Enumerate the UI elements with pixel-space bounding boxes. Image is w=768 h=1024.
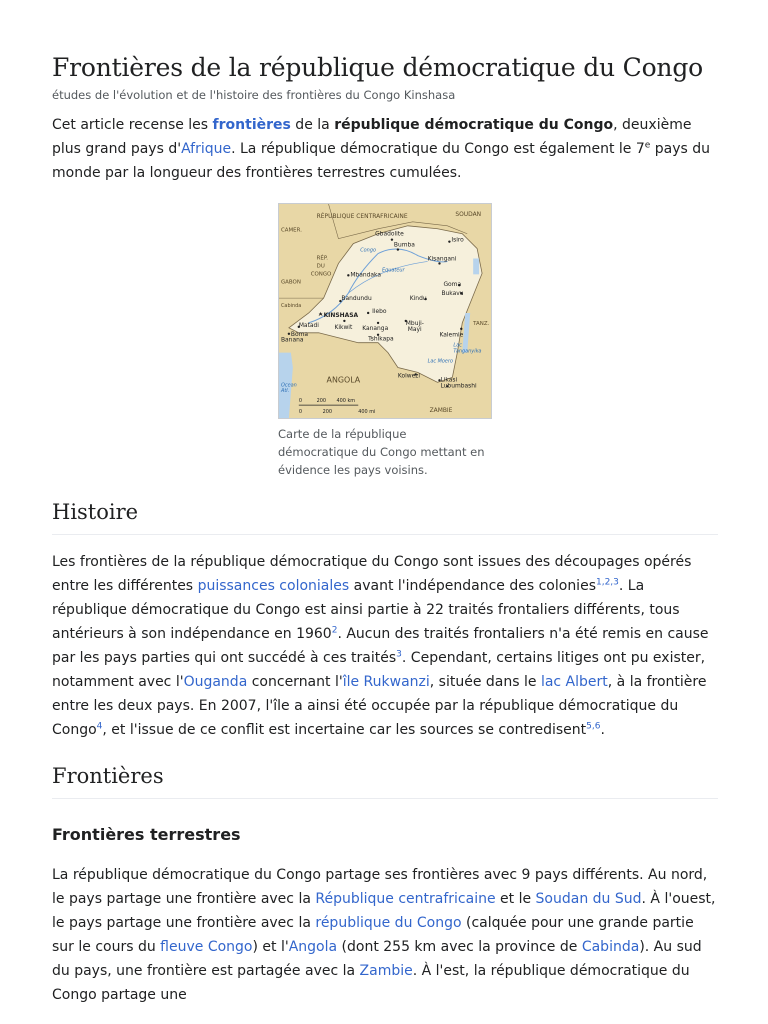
link-republique-centrafricaine[interactable]: République centrafricaine <box>315 891 496 907</box>
reference-sup[interactable]: 4 <box>96 721 103 732</box>
link-cabinda[interactable]: Cabinda <box>581 939 640 955</box>
text: , deuxième plus grand pays d' <box>52 117 692 157</box>
histoire-paragraph <box>52 550 718 742</box>
svg-text:Kikwit: Kikwit <box>334 323 353 331</box>
svg-text:ZAMBIE: ZAMBIE <box>429 407 453 415</box>
map-caption: Carte de la république démocratique du Congo mettant en évidence les pays voisins. <box>278 427 485 477</box>
text: . À l'ouest, le pays partage une frontière avec la <box>52 891 716 931</box>
text: . <box>600 722 605 738</box>
svg-text:Boma: Boma <box>290 330 309 338</box>
link-ile-rukwanzi[interactable]: île Rukwanzi <box>342 674 430 690</box>
text: (calquée pour une grande partie sur le cours du <box>52 915 694 955</box>
svg-text:200: 200 <box>316 398 327 405</box>
text: ). Au sud du pays, une frontière est partagée avec la <box>52 939 702 979</box>
svg-text:Lubumbashi: Lubumbashi <box>440 382 477 390</box>
section-heading-histoire: Histoire <box>52 500 718 535</box>
svg-text:RÉPUBLIQUE CENTRAFRICAINE: RÉPUBLIQUE CENTRAFRICAINE <box>316 212 408 220</box>
svg-text:Bumba: Bumba <box>393 241 415 249</box>
text: pays du monde par la longueur des frontières terrestres cumulées. <box>52 141 711 181</box>
svg-text:CONGO: CONGO <box>310 271 332 278</box>
svg-text:Kolwezi: Kolwezi <box>397 372 421 380</box>
svg-text:400 mi: 400 mi <box>358 409 376 416</box>
text: de la <box>290 117 335 133</box>
text: avant l'indépendance des colonies <box>349 578 596 594</box>
svg-text:Equateur: Equateur <box>382 267 405 274</box>
page-subtitle: études de l'évolution et de l'histoire des frontières du Congo Kinshasa <box>52 88 456 102</box>
svg-text:Mayi: Mayi <box>407 325 422 333</box>
svg-text:TANZ.: TANZ. <box>473 320 490 327</box>
intro-paragraph <box>52 113 718 185</box>
text: Les frontières de la république démocratique du Congo sont issues des découpages opérés entre les différentes <box>52 554 692 594</box>
reference-sup[interactable]: 3 <box>396 649 402 660</box>
svg-text:0: 0 <box>298 409 302 416</box>
text: (dont 255 km avec la province de <box>337 939 582 955</box>
text: La république démocratique du Congo partage ses frontières avec 9 pays différents. Au nord, le pays partage une frontière avec la <box>52 867 708 907</box>
svg-text:Congo: Congo <box>360 247 376 254</box>
svg-text:Atl.: Atl. <box>280 388 290 395</box>
text: . Cependant, certains litiges ont pu exister, notamment avec l' <box>52 650 706 690</box>
map-image[interactable] <box>278 203 492 419</box>
svg-text:ANGOLA: ANGOLA <box>326 375 361 385</box>
svg-text:Tshikapa: Tshikapa <box>368 335 394 343</box>
svg-text:Banana: Banana <box>280 336 304 344</box>
svg-text:Cabinda: Cabinda <box>280 303 302 310</box>
text: Cet article recense les <box>52 117 213 133</box>
section-heading-frontieres: Frontières <box>52 764 718 799</box>
svg-text:GABON: GABON <box>280 279 301 286</box>
svg-text:Lac Moero: Lac Moero <box>427 358 454 365</box>
reference-sup[interactable]: 2 <box>331 625 338 636</box>
text: , située dans le <box>429 674 541 690</box>
svg-text:200: 200 <box>322 409 333 416</box>
svg-text:Bukavu: Bukavu <box>441 290 464 298</box>
frontieres-paragraph <box>52 863 718 1007</box>
svg-text:Kananga: Kananga <box>362 324 389 332</box>
svg-text:400 km: 400 km <box>336 398 356 405</box>
svg-text:Bandundu: Bandundu <box>341 295 372 303</box>
text: , à la frontière entre les deux pays. En 2007, l'île a ainsi été occupée par la république démocratique du Congo <box>52 674 707 738</box>
link-angola[interactable]: Angola <box>288 939 338 955</box>
link-rdc[interactable]: république démocratique du Congo <box>334 117 614 133</box>
text: . La république démocratique du Congo est également le 7 <box>231 141 645 157</box>
text: concernant l' <box>247 674 343 690</box>
svg-text:RÉP.: RÉP. <box>316 255 329 262</box>
svg-text:Gbadolite: Gbadolite <box>375 230 404 238</box>
text: . À l'est, la république démocratique du Congo partage une <box>52 963 690 1003</box>
link-zambie[interactable]: Zambie <box>359 963 413 979</box>
link-frontieres[interactable]: frontières <box>212 117 291 133</box>
svg-text:Mbandaka: Mbandaka <box>350 271 382 279</box>
svg-text:Goma: Goma <box>443 281 462 289</box>
svg-text:Isiro: Isiro <box>451 236 464 244</box>
reference-sup[interactable]: 5,6 <box>586 721 601 732</box>
superscript-e: e <box>644 140 651 151</box>
link-soudan-du-sud[interactable]: Soudan du Sud <box>535 891 642 907</box>
svg-text:Kisangani: Kisangani <box>427 255 457 263</box>
svg-text:0: 0 <box>298 398 302 405</box>
svg-text:Kindu: Kindu <box>409 295 427 303</box>
link-afrique[interactable]: Afrique <box>181 141 232 157</box>
page-title: Frontières de la république démocratique du Congo <box>52 53 703 82</box>
svg-text:Ocean: Ocean <box>280 382 297 389</box>
svg-text:Likasi: Likasi <box>440 376 458 384</box>
svg-text:Ilebo: Ilebo <box>372 307 387 315</box>
svg-text:KINSHASA: KINSHASA <box>323 311 359 319</box>
svg-text:Lac: Lac <box>453 342 462 349</box>
subsection-heading-frontieres-terrestres: Frontières terrestres <box>52 825 241 844</box>
link-ouganda[interactable]: Ouganda <box>183 674 248 690</box>
svg-text:SOUDAN: SOUDAN <box>455 210 482 218</box>
svg-text:Tanganyika: Tanganyika <box>453 348 482 355</box>
link-republique-du-congo[interactable]: république du Congo <box>315 915 462 931</box>
svg-text:Kalemie: Kalemie <box>439 331 464 339</box>
text: . La république démocratique du Congo est ainsi partie à 22 traités frontaliers différents, tous antérieurs à son indépendance en 1960 <box>52 578 680 642</box>
link-lac-albert[interactable]: lac Albert <box>540 674 608 690</box>
map-figure <box>278 203 492 479</box>
link-fleuve-congo[interactable]: fleuve Congo <box>160 939 253 955</box>
svg-text:CAMER.: CAMER. <box>280 227 302 234</box>
text: . Aucun des traités frontaliers n'a été remis en cause par les pays parties qui ont succédé à ces traités <box>52 626 709 666</box>
svg-text:Matadi: Matadi <box>298 321 319 329</box>
text: , et l'issue de ce conflit est incertaine car les sources se contredisent <box>102 722 587 738</box>
link-puissances-coloniales[interactable]: puissances coloniales <box>197 578 350 594</box>
svg-text:DU: DU <box>316 263 325 270</box>
svg-text:Mbuji-: Mbuji- <box>405 319 424 327</box>
reference-sup[interactable]: 1,2,3 <box>595 577 619 588</box>
text: ) et l' <box>252 939 289 955</box>
text: et le <box>495 891 536 907</box>
